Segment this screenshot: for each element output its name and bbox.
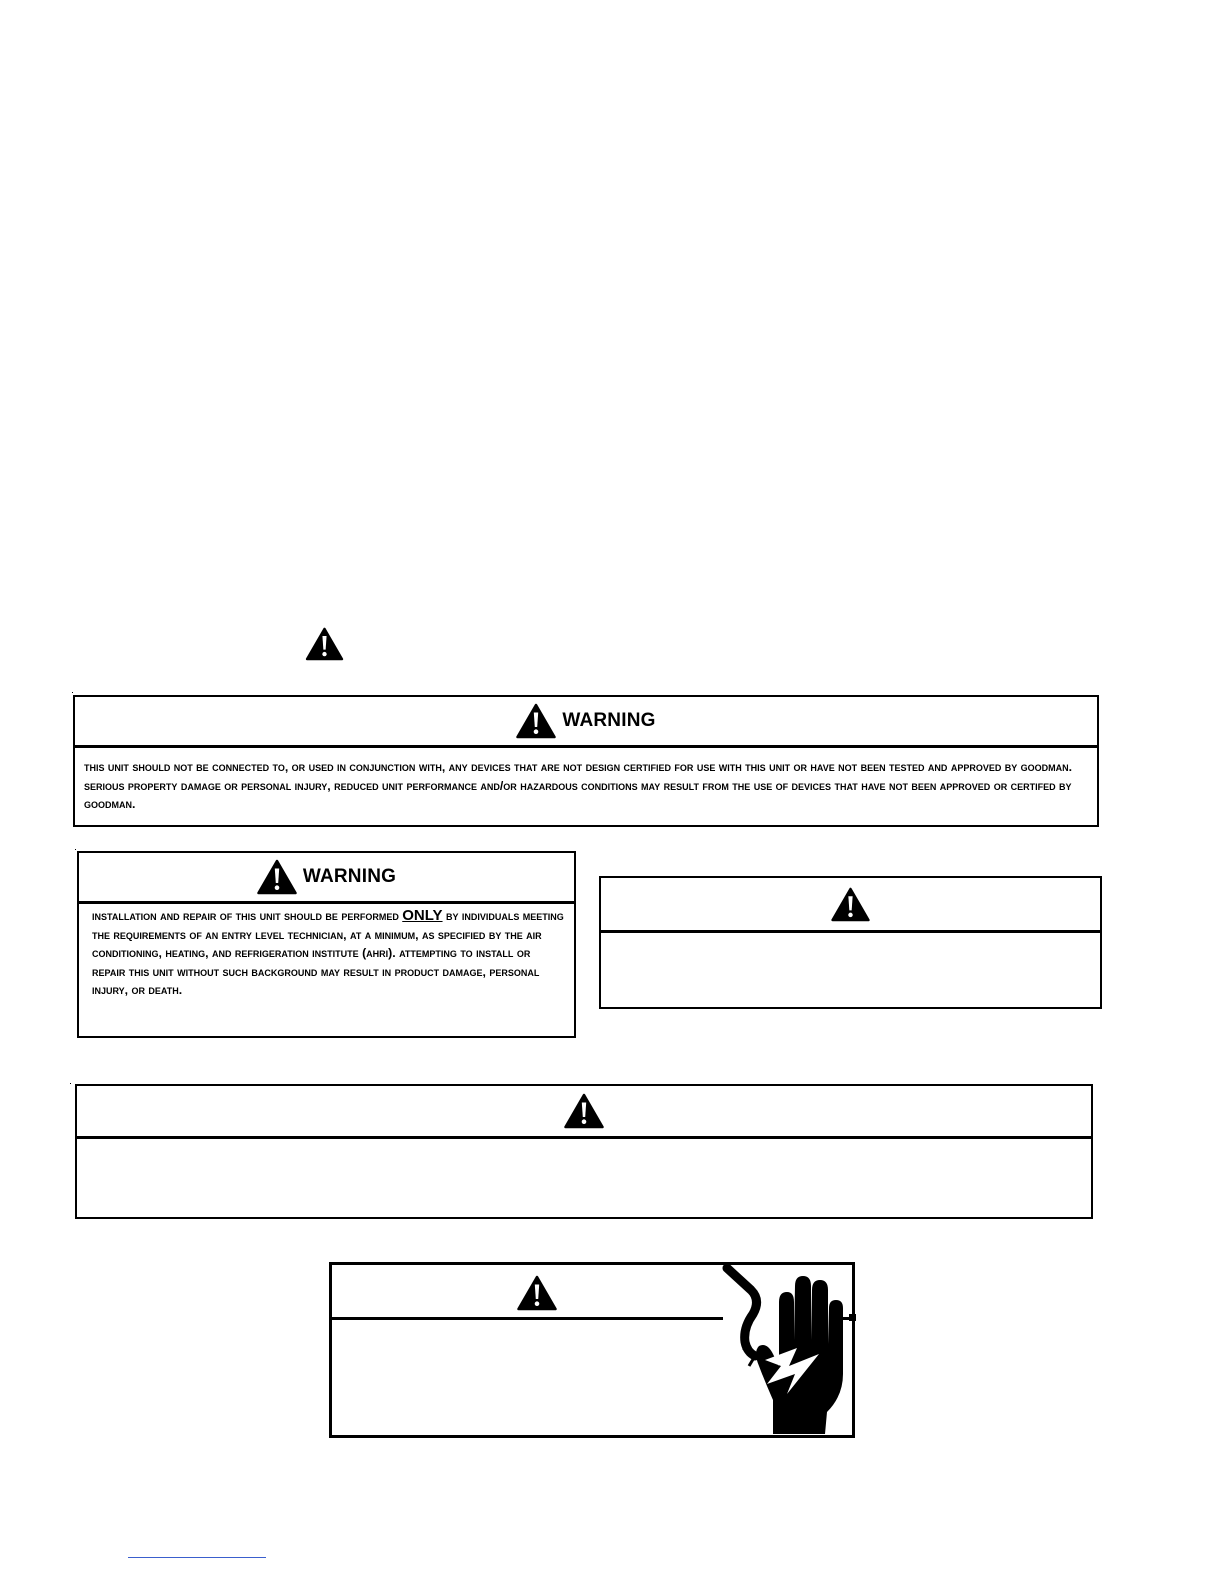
warning-text (79, 904, 574, 1000)
warning-box-electrical (329, 1262, 855, 1438)
warning-header (601, 878, 1100, 933)
warning-text: this unit should not be connected to, or used in conjunction with, any devices that are not design certified for use with this unit or have not been tested and approved by goodman. serious property damage or personal injury, reduced unit performance and/or hazardous conditions may result from the use of devices that have not been approved or certifed by goodman. (84, 760, 1073, 811)
warning-triangle-icon (305, 627, 344, 661)
scan-dot (72, 692, 73, 693)
header-line-tick (849, 1314, 856, 1321)
scan-dot (70, 1083, 71, 1084)
warning-label: WARNING (302, 866, 397, 887)
warning-header (75, 697, 1097, 748)
warning-header (79, 853, 574, 904)
warning-header (77, 1086, 1091, 1139)
warning-triangle-icon (517, 1275, 557, 1311)
warning-box-goodman-devices (73, 695, 1099, 827)
emphasis-only: ONLY (402, 907, 443, 924)
warning-triangle-icon (831, 887, 870, 922)
scan-dot (75, 849, 76, 850)
warning-box-installation (77, 851, 576, 1038)
warning-box-wide (75, 1084, 1093, 1219)
warning-triangle-icon (516, 703, 556, 739)
footer-link-underline (128, 1557, 266, 1558)
warning-text-intro: installation and repair of this unit should be performed (92, 909, 399, 923)
electrical-shock-hand-icon (715, 1262, 855, 1434)
warning-box-right (599, 876, 1102, 1009)
warning-triangle-icon (257, 859, 297, 895)
warning-label: WARNING (562, 710, 656, 731)
warning-text-rest: by individuals meeting the requirements of an entry level technician, at a minimum, as specified by the air conditioning, heating, and refrigeration institute (ahri). attempting to install or repair this unit without such background may result in product damage, personal injury, or death. (92, 909, 564, 997)
warning-triangle-icon (564, 1093, 604, 1129)
